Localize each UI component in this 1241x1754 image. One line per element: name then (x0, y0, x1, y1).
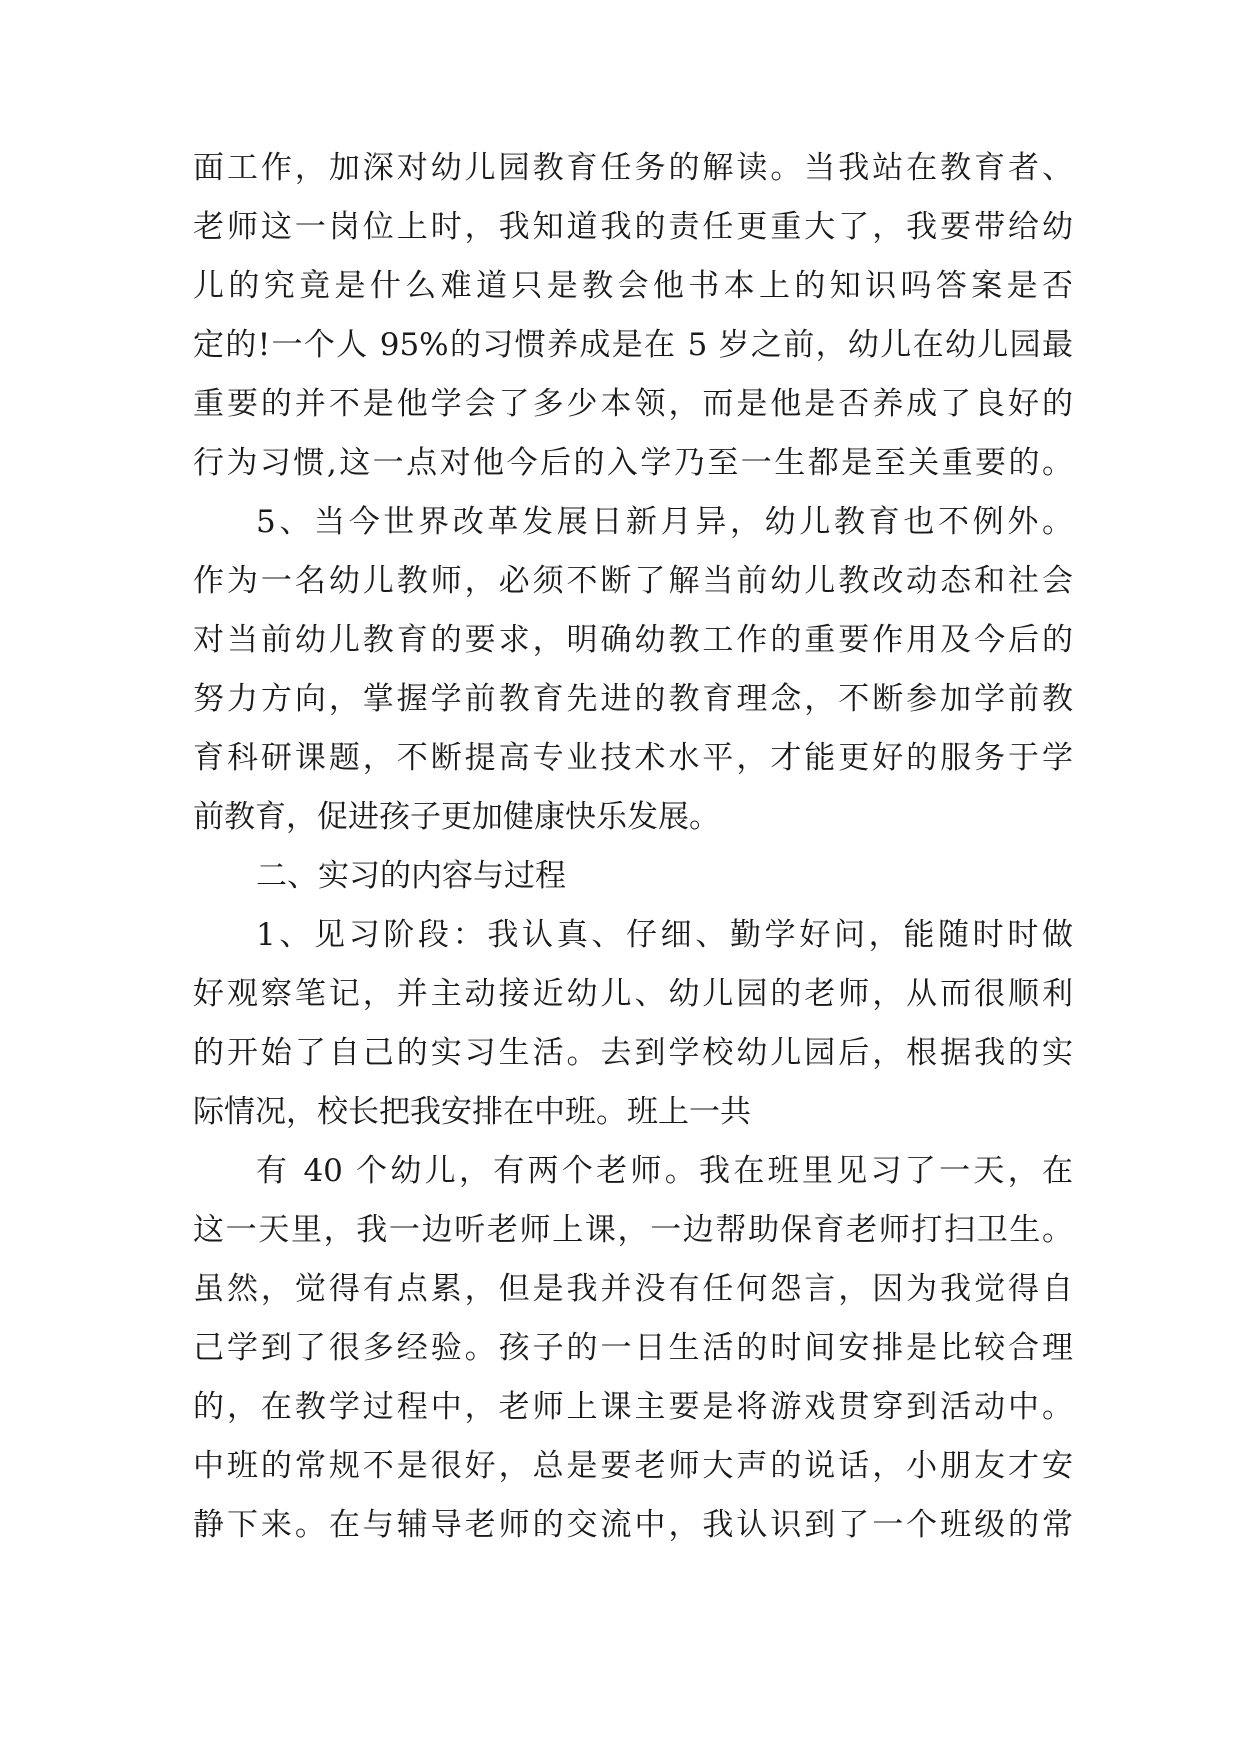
text-line: 前教育，促进孩子更加健康快乐发展。 (193, 799, 720, 835)
text-line: 行为习惯,这一点对他今后的入学乃至一生都是至关重要的。 (193, 445, 1073, 481)
text-line: 际情况，校长把我安排在中班。班上一共 (193, 1094, 751, 1130)
paragraph-start-line: 1、见习阶段：我认真、仔细、勤学好问，能随时时做 (256, 917, 1073, 953)
text-line: 静下来。在与辅导老师的交流中，我认识到了一个班级的常 (193, 1507, 1073, 1543)
text-line: 育科研课题，不断提高专业技术水平，才能更好的服务于学 (193, 740, 1073, 776)
paragraph-start-line: 5、当今世界改革发展日新月异，幼儿教育也不例外。 (256, 504, 1073, 540)
paragraph-start-line: 有 40 个幼儿，有两个老师。我在班里见习了一天，在 (256, 1153, 1073, 1189)
text-line: 的开始了自己的实习生活。去到学校幼儿园后，根据我的实 (193, 1035, 1073, 1071)
text-line: 儿的究竟是什么难道只是教会他书本上的知识吗答案是否 (193, 268, 1073, 304)
text-line: 虽然，觉得有点累，但是我并没有任何怨言，因为我觉得自 (193, 1271, 1073, 1307)
text-line: 努力方向，掌握学前教育先进的教育理念，不断参加学前教 (193, 681, 1073, 717)
text-line: 好观察笔记，并主动接近幼儿、幼儿园的老师，从而很顺利 (193, 976, 1073, 1012)
text-line: 这一天里，我一边听老师上课，一边帮助保育老师打扫卫生。 (193, 1212, 1073, 1248)
text-line: 己学到了很多经验。孩子的一日生活的时间安排是比较合理 (193, 1330, 1073, 1366)
section-heading: 二、实习的内容与过程 (256, 858, 566, 894)
text-line: 作为一名幼儿教师，必须不断了解当前幼儿教改动态和社会 (193, 563, 1073, 599)
text-line: 对当前幼儿教育的要求，明确幼教工作的重要作用及今后的 (193, 622, 1073, 658)
text-line: 的，在教学过程中，老师上课主要是将游戏贯穿到活动中。 (193, 1389, 1073, 1425)
text-line: 老师这一岗位上时，我知道我的责任更重大了，我要带给幼 (193, 209, 1073, 245)
text-line: 面工作，加深对幼儿园教育任务的解读。当我站在教育者、 (193, 150, 1073, 186)
text-line: 定的!一个人 95%的习惯养成是在 5 岁之前，幼儿在幼儿园最 (193, 327, 1073, 363)
text-line: 中班的常规不是很好，总是要老师大声的说话，小朋友才安 (193, 1448, 1073, 1484)
text-line: 重要的并不是他学会了多少本领，而是他是否养成了良好的 (193, 386, 1073, 422)
